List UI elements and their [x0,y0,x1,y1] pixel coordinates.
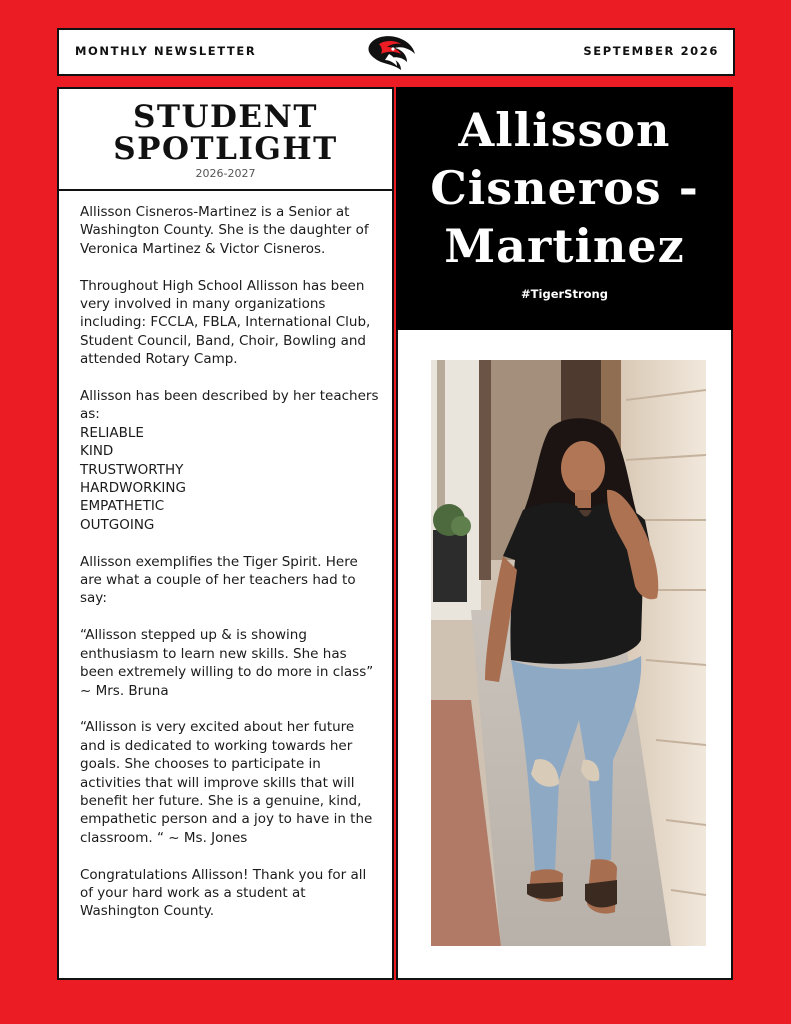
bio-text [80,203,380,939]
teacher-quote-bruna: “Allisson stepped up & is showing enthusiasm to learn new skills. She has been extremely willing to do more in class” ~ Mrs. Bruna [80,627,374,699]
student-name-line2: Cisneros - [430,161,699,215]
hashtag: #TigerStrong [521,287,608,301]
bio-activities: Throughout High School Allisson has been very involved in many organizations including: FCCLA, FBLA, International Club, Student Council, Band, Choir, Bowling and attended Rotary Camp. [80,277,371,368]
student-name-line3: Martinez [444,219,685,273]
student-photo-illustration [431,360,706,946]
newsletter-header [57,28,735,76]
spotlight-title-block [59,89,392,191]
trait-item: HARDWORKING [80,480,186,497]
tiger-head-logo-icon [363,32,419,72]
photo-panel [396,330,733,980]
trait-item: OUTGOING [80,516,155,533]
spotlight-title-line2: SPOTLIGHT [113,131,338,167]
trait-item: EMPATHETIC [80,498,165,515]
trait-item: RELIABLE [80,424,144,441]
student-photo [431,360,706,946]
student-name-line1: Allisson [458,103,671,157]
trait-item: TRUSTWORTHY [80,461,184,478]
traits-list [80,387,380,534]
bio-intro: Allisson Cisneros-Martinez is a Senior at Washington County. She is the daughter of Veronica Martinez & Victor Cisneros. [80,204,369,257]
student-bio-panel [57,87,394,980]
traits-intro: Allisson has been described by her teachers as: [80,388,379,423]
spotlight-title-line1: STUDENT [133,99,318,135]
issue-date: SEPTEMBER 2026 [583,44,719,58]
bio-tiger-spirit: Allisson exemplifies the Tiger Spirit. Here are what a couple of her teachers had to say: [80,553,358,607]
student-name-panel [396,87,733,330]
teacher-quote-jones: “Allisson is very excited about her future and is dedicated to working towards her goals. She chooses to participate in activities that will improve skills that will benefit her future. She is a genuine, kind, empathetic person and a joy to have in the classroom. “ ~ Ms. Jones [80,719,373,846]
trait-item: KIND [80,443,114,460]
bio-congratulations: Congratulations Allisson! Thank you for all of your hard work as a student at Washington County. [80,866,367,920]
school-year: 2026-2027 [195,167,256,180]
newsletter-label: MONTHLY NEWSLETTER [75,44,257,58]
